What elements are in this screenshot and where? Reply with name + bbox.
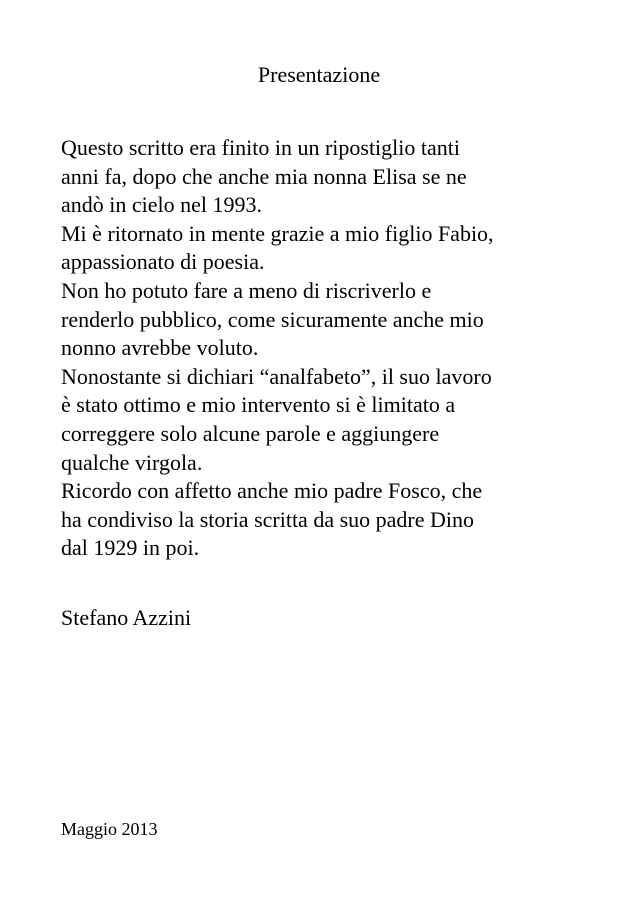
text-line: dal 1929 in poi.: [61, 535, 200, 561]
text-line: è stato ottimo e mio intervento si è limitato a: [61, 392, 456, 418]
text-line: ha condiviso la storia scritta da suo padre Dino: [61, 506, 475, 532]
text-line: correggere solo alcune parole e aggiungere: [61, 420, 440, 446]
text-line: renderlo pubblico, come sicuramente anche mio: [61, 306, 484, 332]
text-line: Questo scritto era finito in un ripostiglio tanti: [61, 135, 460, 160]
page-title: Presentazione: [257, 62, 381, 87]
body-text: [61, 134, 621, 563]
text-line: Ricordo con affetto anche mio padre Fosco, che: [61, 478, 483, 504]
text-line: Nonostante si dichiari “analfabeto”, il suo lavoro: [61, 363, 492, 389]
text-line: anni fa, dopo che anche mia nonna Elisa se ne: [61, 163, 467, 189]
text-line: qualche virgola.: [61, 449, 203, 475]
text-line: appassionato di poesia.: [61, 249, 265, 275]
text-line: andò in cielo nel 1993.: [61, 192, 263, 218]
author-signature: Stefano Azzini: [61, 605, 192, 630]
text-line: nonno avrebbe voluto.: [61, 335, 259, 361]
text-line: Mi è ritornato in mente grazie a mio figlio Fabio,: [61, 220, 494, 246]
text-line: Non ho potuto fare a meno di riscriverlo e: [61, 277, 432, 303]
document-date: Maggio 2013: [61, 819, 158, 839]
